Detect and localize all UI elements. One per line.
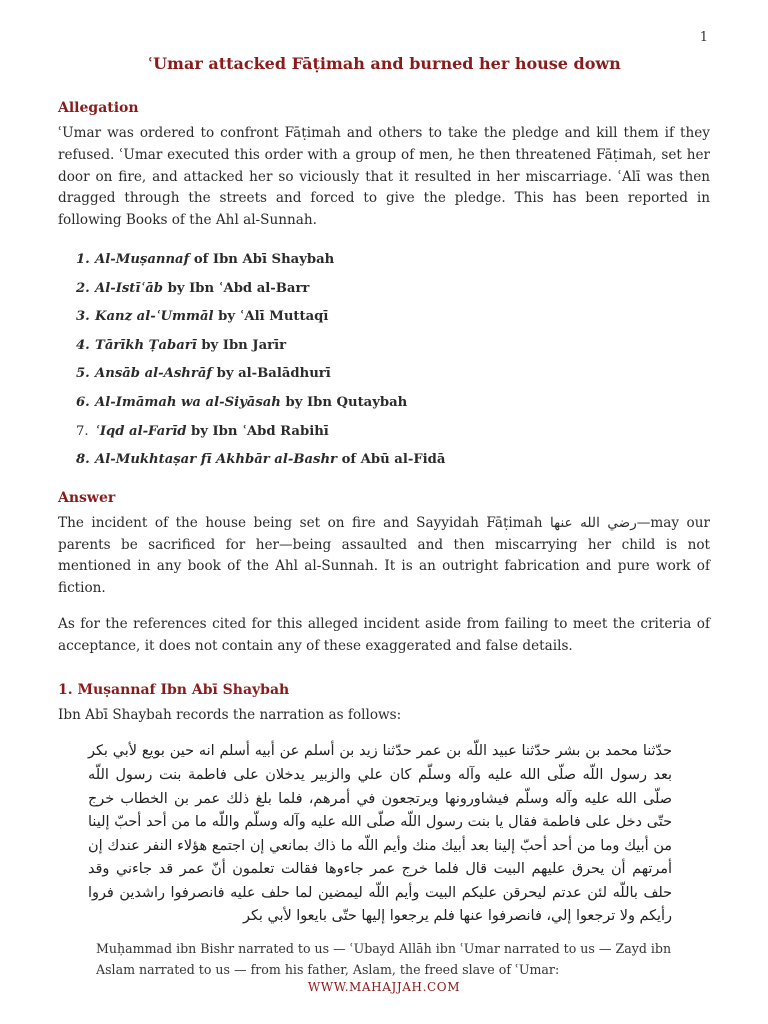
answer-heading: Answer bbox=[58, 489, 116, 506]
reference-item bbox=[58, 389, 710, 418]
reference-item bbox=[58, 246, 710, 275]
reference-item bbox=[58, 332, 710, 361]
allegation-heading: Allegation bbox=[58, 100, 139, 116]
reference-author: by Ibn Jarīr bbox=[201, 337, 287, 353]
reference-author: by al-Balādhurī bbox=[216, 366, 331, 382]
reference-author: of Abū al-Fidā bbox=[341, 452, 446, 468]
answer-paragraph-1: The incident of the house being set on fire and Sayyidah Fāṭimah رضي الله عنها—may our parents be sacrificed for her—being assaulted and then miscarrying her child is not mentioned in any book of the Ahl al-Sunnah. It is an outright fabrication and pure work of fiction. bbox=[58, 514, 710, 597]
reference-author: by Ibn ʿAbd Rabihī bbox=[191, 423, 329, 439]
reference-number: 3. bbox=[76, 309, 90, 325]
reference-author: by Ibn Qutaybah bbox=[285, 394, 408, 410]
reference-item bbox=[58, 303, 710, 332]
reference-item bbox=[58, 360, 710, 389]
section-1-intro: Ibn Abī Shaybah records the narration as follows: bbox=[58, 706, 402, 723]
reference-number: 5. bbox=[76, 366, 90, 382]
reference-number: 6. bbox=[76, 394, 90, 410]
reference-item bbox=[58, 275, 710, 304]
reference-book: Al-Muṣannaf bbox=[95, 251, 190, 267]
reference-author: by ʿAlī Muttaqī bbox=[218, 309, 329, 325]
reference-book: Kanz al-ʿUmmāl bbox=[95, 309, 214, 325]
reference-number: 7. bbox=[76, 423, 89, 439]
narration-translation: Muḥammad ibn Bishr narrated to us — ʿUbayd Allāh ibn ʿUmar narrated to us — Zayd ibn Aslam narrated to us — from his father, Aslam, the freed slave of ʿUmar: bbox=[96, 941, 672, 977]
footer-website: WWW.MAHAJJAH.COM bbox=[307, 980, 461, 994]
reference-book: Al-Mukhtaṣar fī Akhbār al-Bashr bbox=[95, 452, 337, 468]
reference-book: ʿIqd al-Farīd bbox=[95, 423, 187, 439]
reference-number: 1. bbox=[76, 251, 90, 267]
answer-paragraph-2: As for the references cited for this alleged incident aside from failing to meet the criteria of acceptance, it does not contain any of these exaggerated and false details. bbox=[58, 615, 710, 654]
reference-item bbox=[58, 418, 710, 447]
reference-book: Al-Istīʿāb bbox=[95, 280, 164, 296]
reference-number: 2. bbox=[76, 280, 90, 296]
allegation-text: ʿUmar was ordered to confront Fāṭimah and others to take the pledge and kill them if they refused. ʿUmar executed this order with a group of men, he then threatened Fāṭimah, set her door on fire, and attacked her so viciously that it resulted in her miscarriage. ʿAlī was then dragged through the streets and forced to give the pledge. This has been reported in following Books of the Ahl al-Sunnah. bbox=[58, 125, 710, 229]
reference-author: of Ibn Abī Shaybah bbox=[193, 251, 335, 267]
page-number: 1 bbox=[699, 30, 708, 45]
reference-item bbox=[58, 446, 710, 475]
page-title: ʿUmar attacked Fāṭimah and burned her house down bbox=[147, 54, 621, 73]
reference-book: Ansāb al-Ashrāf bbox=[95, 366, 213, 382]
document-body bbox=[58, 100, 710, 980]
reference-author: by Ibn ʿAbd al-Barr bbox=[167, 280, 310, 296]
section-1-heading: 1. Muṣannaf Ibn Abī Shaybah bbox=[58, 681, 290, 698]
reference-list bbox=[58, 246, 710, 475]
arabic-narration: حدّثنا محمد بن بشر حدّثنا عبيد اللّه بن عمر حدّثنا زيد بن أسلم عن أبيه أسلم انه حين بويع لأبي بكر بعد رسول اللّه صلّى الله عليه وآله وسلّم كان علي والزبير يدخلان على فاطمة بنت رسول اللّه صلّى الله عليه وآله وسلّم فيشاورونها ويرتجعون في أمرهم، فلما بلغ ذلك عمر بن الخطاب خرج حتّى دخل على فاطمة فقال يا بنت رسول اللّه صلّى الله عليه وآله وسلّم واللّه ما من أحد أحبّ إلينا من أبيك وما من أحد أحبّ إلينا بعد أبيك منك وأيم اللّه ما ذاك بمانعي إن اجتمع هؤلاء النفر عندك إن أمرتهم أن يحرق عليهم البيت قال فلما خرج عمر جاءوها فقالت تعلمون أنّ عمر قد جاءني وقد حلف باللّه لئن عدتم ليحرقن عليكم البيت وأيم اللّه ليمضين لما حلف عليه فانصرفوا راشدين فروا رأيكم ولا ترجعوا إلي، فانصرفوا عنها فلم يرجعوا إليها حتّى بايعوا لأبي بكر bbox=[88, 743, 672, 925]
reference-book: Al-Imāmah wa al-Siyāsah bbox=[95, 394, 281, 410]
reference-number: 4. bbox=[76, 337, 90, 353]
reference-number: 8. bbox=[76, 452, 90, 468]
reference-book: Tārīkh Ṭabarī bbox=[95, 337, 197, 353]
